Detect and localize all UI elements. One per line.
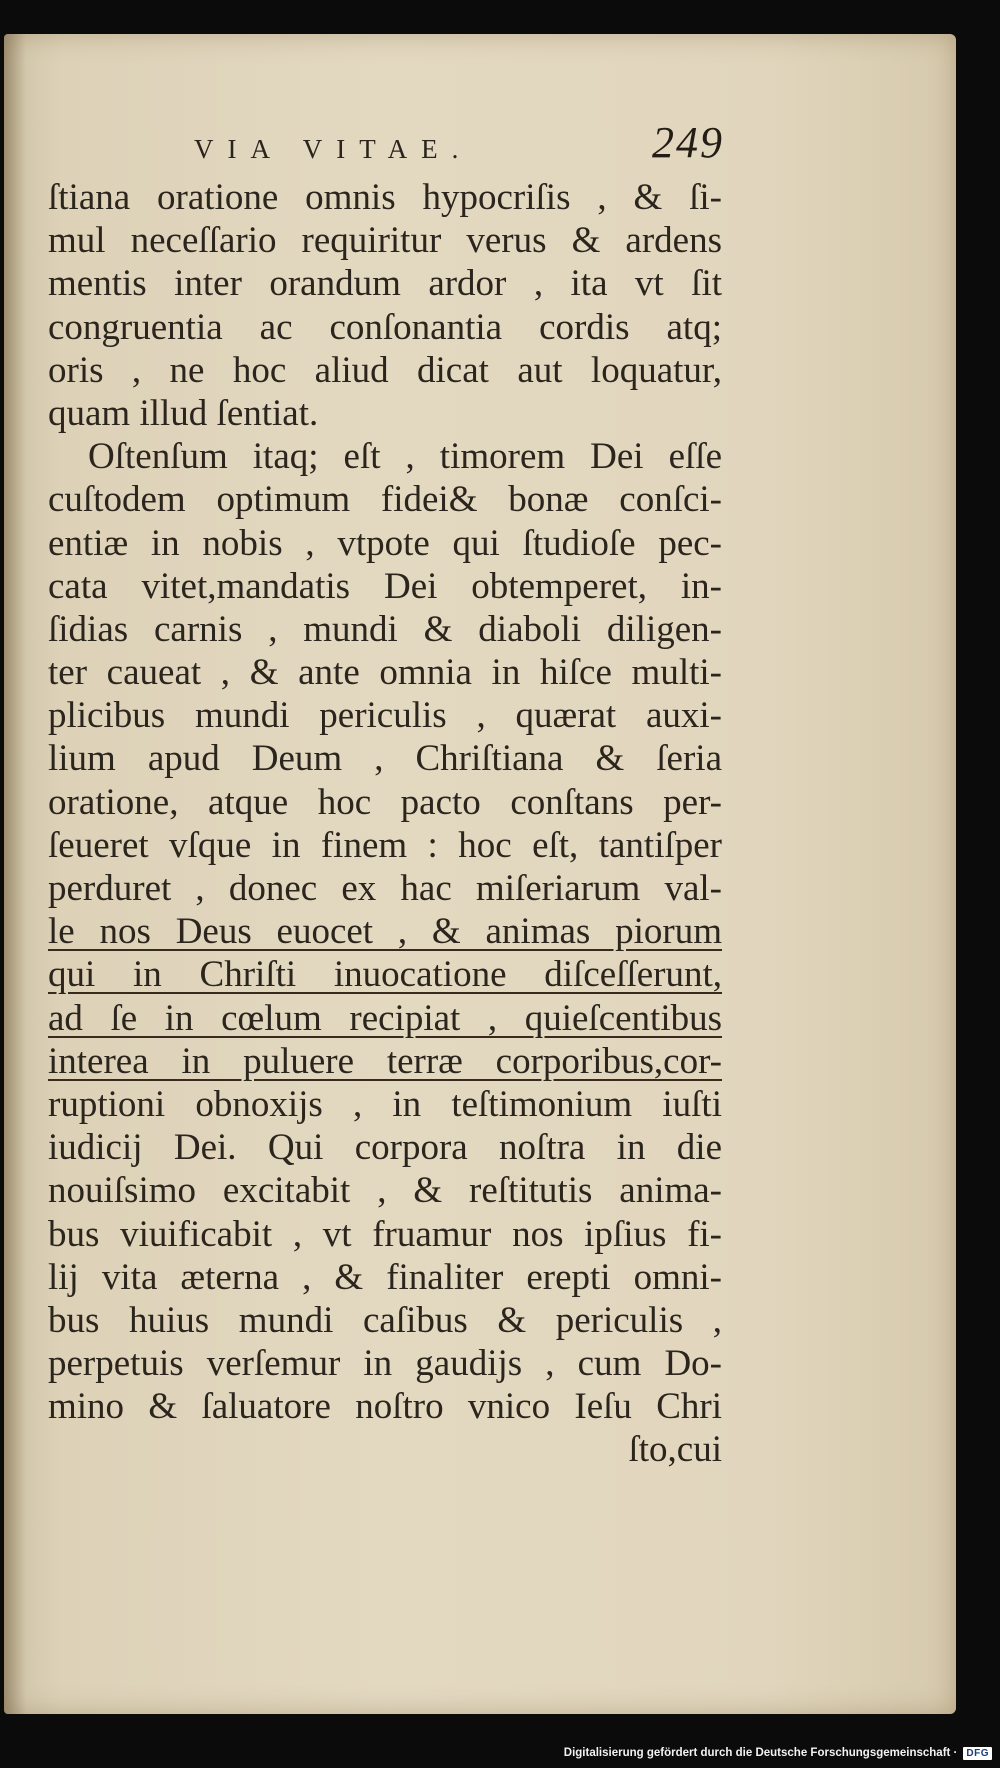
page-header bbox=[194, 112, 724, 172]
text-line: perduret , donec ex hac miſeriarum val- bbox=[48, 868, 722, 909]
text-line: iudicij Dei. Qui corpora noſtra in die bbox=[48, 1127, 722, 1169]
text-line: lij vita æterna , & finaliter erepti omni- bbox=[48, 1256, 722, 1298]
text-line: oratione, atque hoc pacto conſtans per- bbox=[48, 781, 722, 823]
text-line: mentis inter orandum ardor , ita vt ſit bbox=[48, 263, 722, 305]
underlined-text: le nos Deus euocet , & animas piorum bbox=[48, 911, 722, 953]
text-line: mino & ſaluatore noſtro vnico Ieſu Chri bbox=[48, 1386, 722, 1428]
text-line: lium apud Deum , Chriſtiana & ſeria bbox=[48, 738, 722, 780]
running-title: VIA VITAE. bbox=[194, 134, 473, 164]
text-line: nouiſsimo excitabit , & reſtitutis anima- bbox=[48, 1170, 722, 1212]
underlined-text: qui in Chriſti inuocatione diſceſſerunt, bbox=[48, 954, 722, 996]
credit-text: Digitalisierung gefördert durch die Deutsche Forschungsgemeinschaft · bbox=[563, 1747, 958, 1759]
text-line: perpetuis verſemur in gaudijs , cum Do- bbox=[48, 1343, 722, 1385]
body-text bbox=[48, 176, 722, 1472]
text-line: bus viuificabit , vt fruamur nos ipſius fi- bbox=[48, 1213, 722, 1255]
book-page bbox=[4, 34, 956, 1714]
text-line: ſeueret vſque in finem : hoc eſt, tantiſper bbox=[48, 824, 722, 866]
underlined-text: interea in puluere terræ corporibus,cor- bbox=[48, 1040, 722, 1082]
underlined-line bbox=[48, 997, 722, 1040]
dfg-logo: DFG bbox=[963, 1747, 992, 1760]
underlined-text: ad ſe in cœlum recipiat , quieſcentibus bbox=[48, 997, 722, 1039]
paragraph-start-line: Oſtenſum itaq; eſt , timorem Dei eſſe bbox=[88, 436, 722, 478]
text-line: cuſtodem optimum fidei& bonæ conſci- bbox=[48, 479, 722, 521]
text-line: mul neceſſario requiritur verus & ardens bbox=[48, 220, 722, 262]
underlined-line bbox=[48, 1040, 722, 1083]
text-line: bus huius mundi caſibus & periculis , bbox=[48, 1299, 722, 1341]
catchword: ſto,cui bbox=[628, 1429, 722, 1471]
digitization-credit bbox=[564, 1742, 992, 1764]
text-line: ſtiana oratione omnis hypocriſis , & ſi- bbox=[48, 177, 722, 218]
text-line: plicibus mundi periculis , quærat auxi- bbox=[48, 695, 722, 737]
text-line: congruentia ac conſonantia cordis atq; bbox=[48, 306, 722, 348]
text-line: cata vitet,mandatis Dei obtemperet, in- bbox=[48, 565, 722, 607]
text-line: entiæ in nobis , vtpote qui ſtudioſe pec- bbox=[48, 522, 722, 564]
text-line: ſidias carnis , mundi & diaboli diligen- bbox=[48, 608, 722, 650]
text-line: ter caueat , & ante omnia in hiſce multi- bbox=[48, 652, 722, 694]
underlined-line bbox=[48, 910, 722, 953]
text-line: ruptioni obnoxijs , in teſtimonium iuſti bbox=[48, 1083, 722, 1125]
text-line: oris , ne hoc aliud dicat aut loquatur, bbox=[48, 349, 722, 391]
page-number: 249 bbox=[652, 118, 724, 167]
text-line: quam illud ſentiat. bbox=[48, 392, 319, 434]
underlined-line bbox=[48, 953, 722, 996]
